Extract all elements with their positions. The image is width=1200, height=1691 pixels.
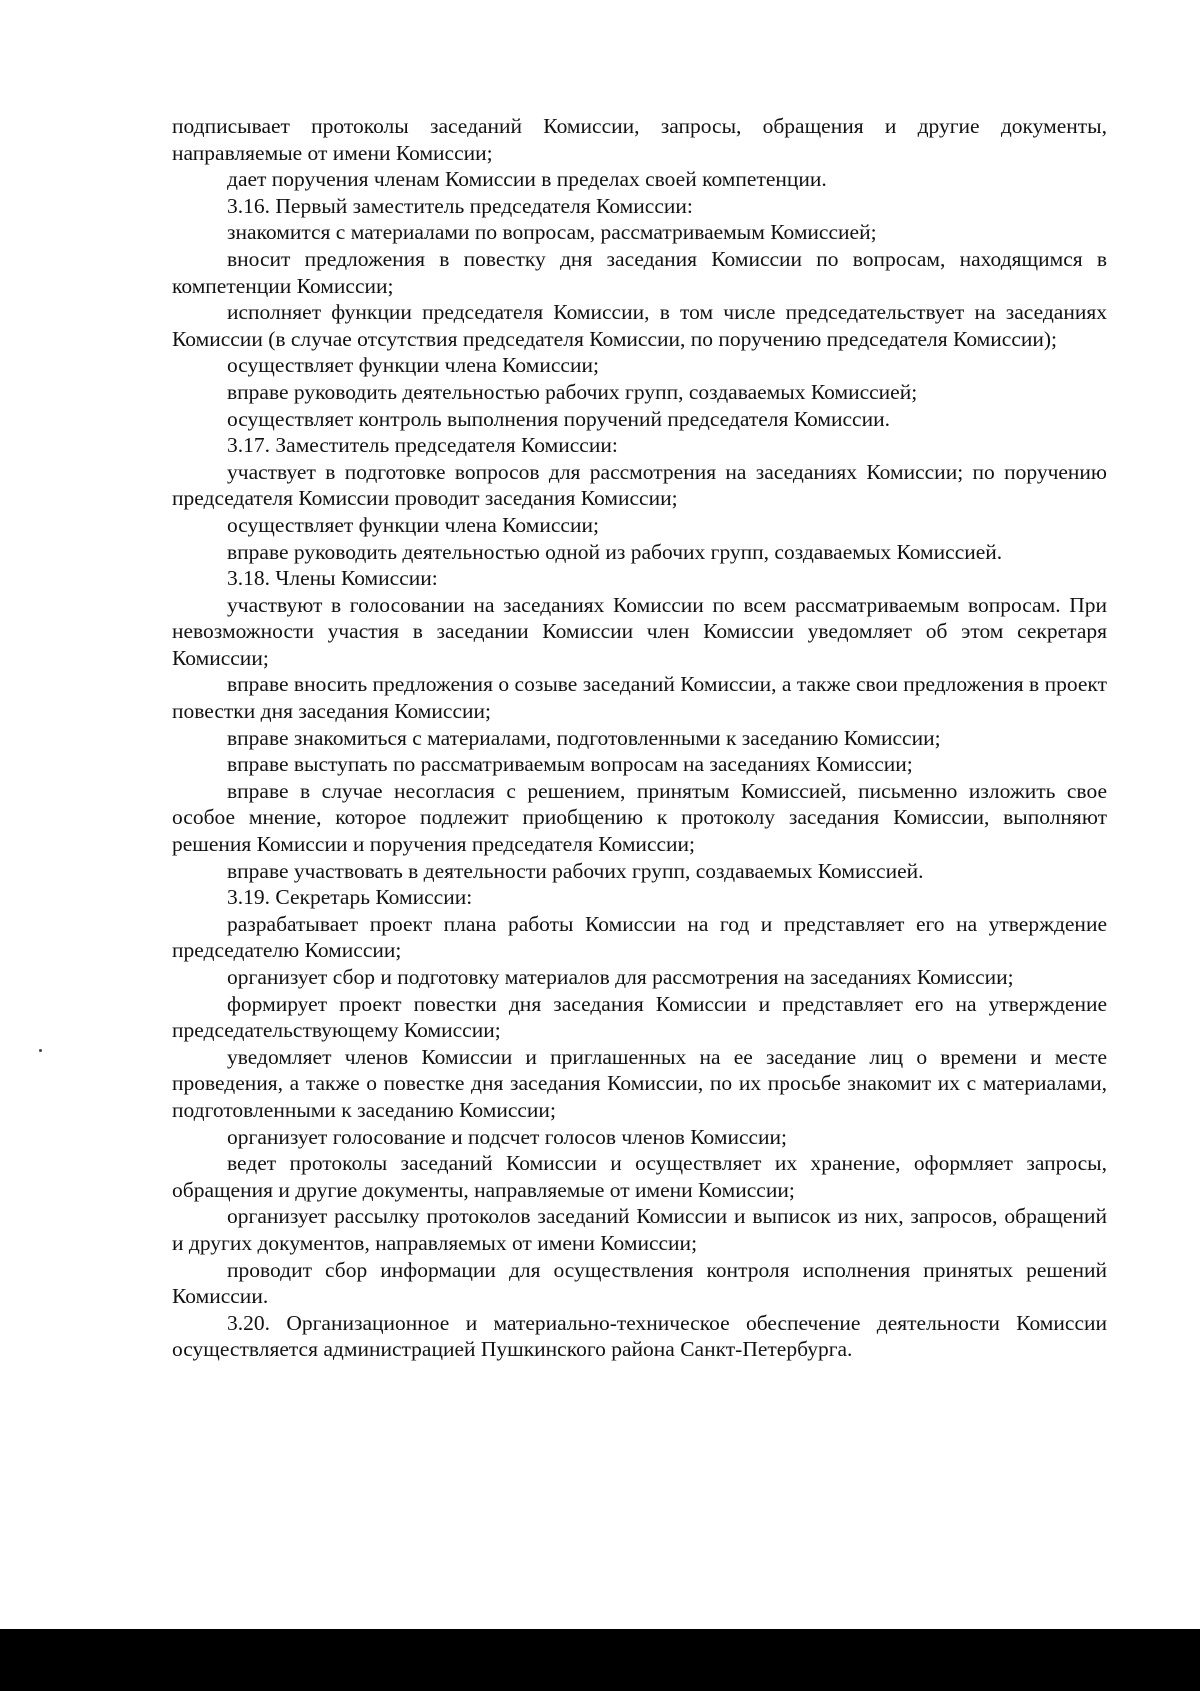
section-heading: 3.20. Организационное и материально-техническое обеспечение деятельности Комиссии осуществляется администрацией Пушкинского района Санкт-Петербурга. [172, 1310, 1107, 1362]
paragraph: вправе знакомиться с материалами, подготовленными к заседанию Комиссии; [227, 725, 941, 750]
paragraph: вправе руководить деятельностью одной из рабочих групп, создаваемых Комиссией. [227, 539, 1003, 564]
section-heading: 3.18. Члены Комиссии: [227, 566, 438, 591]
paragraph: участвует в подготовке вопросов для рассмотрения на заседаниях Комиссии; по поручению председателя Комиссии проводит заседания Комиссии; [172, 459, 1107, 511]
paragraph: вправе выступать по рассматриваемым вопросам на заседаниях Комиссии; [227, 752, 913, 777]
section-heading: 3.16. Первый заместитель председателя Комиссии: [227, 193, 693, 218]
paragraph: формирует проект повестки дня заседания Комиссии и представляет его на утверждение председательствующему Комиссии; [172, 991, 1107, 1043]
paragraph: организует голосование и подсчет голосов членов Комиссии; [227, 1124, 788, 1149]
document-body [172, 113, 1107, 1363]
scan-bottom-edge [0, 1629, 1200, 1691]
paragraph: знакомится с материалами по вопросам, рассматриваемым Комиссией; [227, 220, 877, 245]
paragraph: уведомляет членов Комиссии и приглашенных на ее заседание лиц о времени и месте проведения, а также о повестке дня заседания Комиссии, по их просьбе знакомит их с материалами, подготовленными к заседанию Комиссии; [172, 1044, 1107, 1122]
paragraph: разрабатывает проект плана работы Комиссии на год и представляет его на утверждение председателю Комиссии; [172, 911, 1107, 963]
paragraph: подписывает протоколы заседаний Комиссии, запросы, обращения и другие документы, направляемые от имени Комиссии; [172, 114, 1107, 165]
paragraph: вправе участвовать в деятельности рабочих групп, создаваемых Комиссией. [227, 858, 924, 883]
paragraph: вносит предложения в повестку дня заседания Комиссии по вопросам, находящимся в компетенции Комиссии; [172, 246, 1107, 298]
paragraph: осуществляет функции члена Комиссии; [227, 512, 599, 537]
scan-speck [39, 1049, 42, 1052]
paragraph: вправе в случае несогласия с решением, принятым Комиссией, письменно изложить свое особое мнение, которое подлежит приобщению к протоколу заседания Комиссии, выполняют решения Комиссии и поручения председателя Комиссии; [172, 778, 1107, 857]
paragraph: ведет протоколы заседаний Комиссии и осуществляет их хранение, оформляет запросы, обращения и другие документы, направляемые от имени Комиссии; [172, 1151, 1107, 1202]
section-heading: 3.19. Секретарь Комиссии: [227, 885, 473, 910]
paragraph: организует рассылку протоколов заседаний Комиссии и выписок из них, запросов, обращений и других документов, направляемых от имени Комиссии; [172, 1204, 1107, 1255]
paragraph: организует сбор и подготовку материалов для рассмотрения на заседаниях Комиссии; [227, 965, 1014, 989]
paragraph: осуществляет функции члена Комиссии; [227, 353, 599, 378]
paragraph: вправе вносить предложения о созыве заседаний Комиссии, а также свои предложения в проект повестки дня заседания Комиссии; [172, 672, 1107, 724]
paragraph: вправе руководить деятельностью рабочих групп, создаваемых Комиссией; [227, 379, 918, 404]
paragraph: дает поручения членам Комиссии в пределах своей компетенции. [227, 167, 827, 192]
paragraph: участвуют в голосовании на заседаниях Комиссии по всем рассматриваемым вопросам. При невозможности участия в заседании Комиссии член Комиссии уведомляет об этом секретаря Комиссии; [172, 592, 1107, 670]
paragraph: проводит сбор информации для осуществления контроля исполнения принятых решений Комиссии. [172, 1257, 1107, 1309]
paragraph: осуществляет контроль выполнения поручений председателя Комиссии. [227, 406, 890, 431]
paragraph: исполняет функции председателя Комиссии, в том числе председательствует на заседаниях Комиссии (в случае отсутствия председателя Комиссии, по поручению председателя Комиссии); [172, 300, 1107, 351]
section-heading: 3.17. Заместитель председателя Комиссии: [227, 433, 618, 458]
